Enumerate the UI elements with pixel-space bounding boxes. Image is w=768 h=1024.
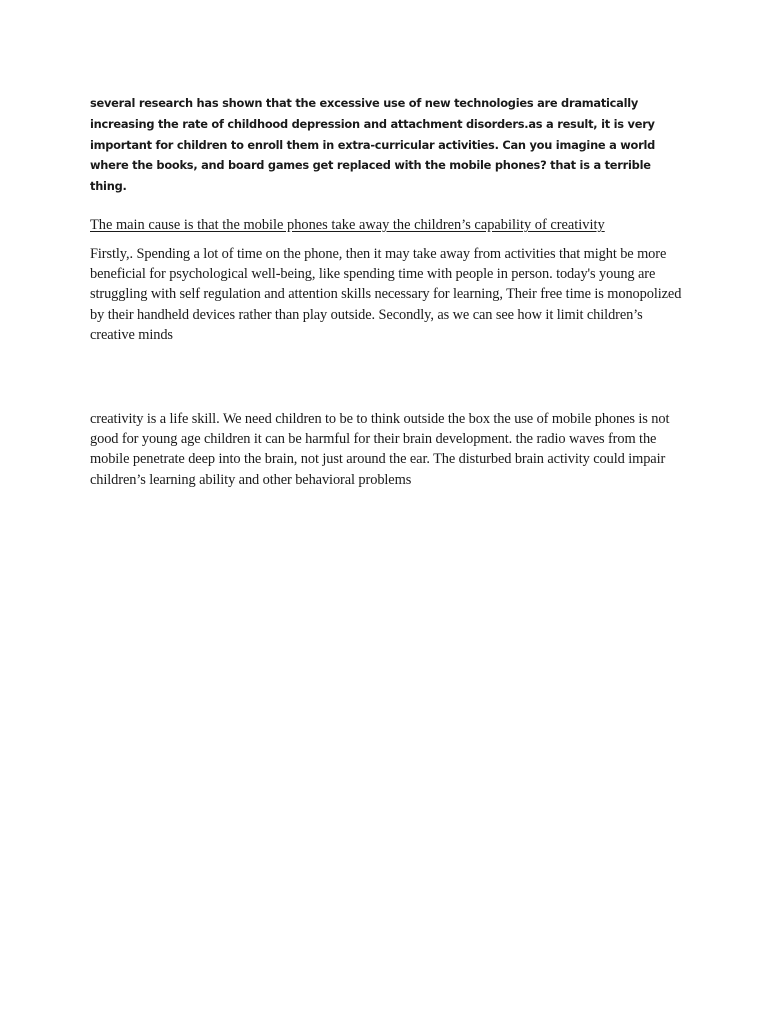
body-paragraph-2: creativity is a life skill. We need children to be to think outside the box the use of mobile phones is not good for young age children it can be harmful for their brain development. the radio waves from the mobile penetrate deep into the brain, not just around the ear. The disturbed brain activity could impair children’s learning ability and other behavioral problems [90, 411, 670, 488]
body-paragraph-1: Firstly,. Spending a lot of time on the phone, then it may take away from activities that might be more beneficial for psychological well-being, like spending time with people in person. today's young are struggling with self regulation and attention skills necessary for learning, Their free time is monopolized by their handheld devices rather than play outside. Secondly, as we can see how it limit children’s creative minds [90, 246, 682, 343]
intro-paragraph: several research has shown that the excessive use of new technologies are dramatically increasing the rate of childhood depression and attachment disorders.as a result, it is very important for children to enroll them in extra-curricular activities. Can you imagine a world where the books, and board games get replaced with the mobile phones? that is a terrible thing. [90, 96, 656, 194]
section-heading: The main cause is that the mobile phones take away the children’s capability of creativity [90, 217, 605, 233]
